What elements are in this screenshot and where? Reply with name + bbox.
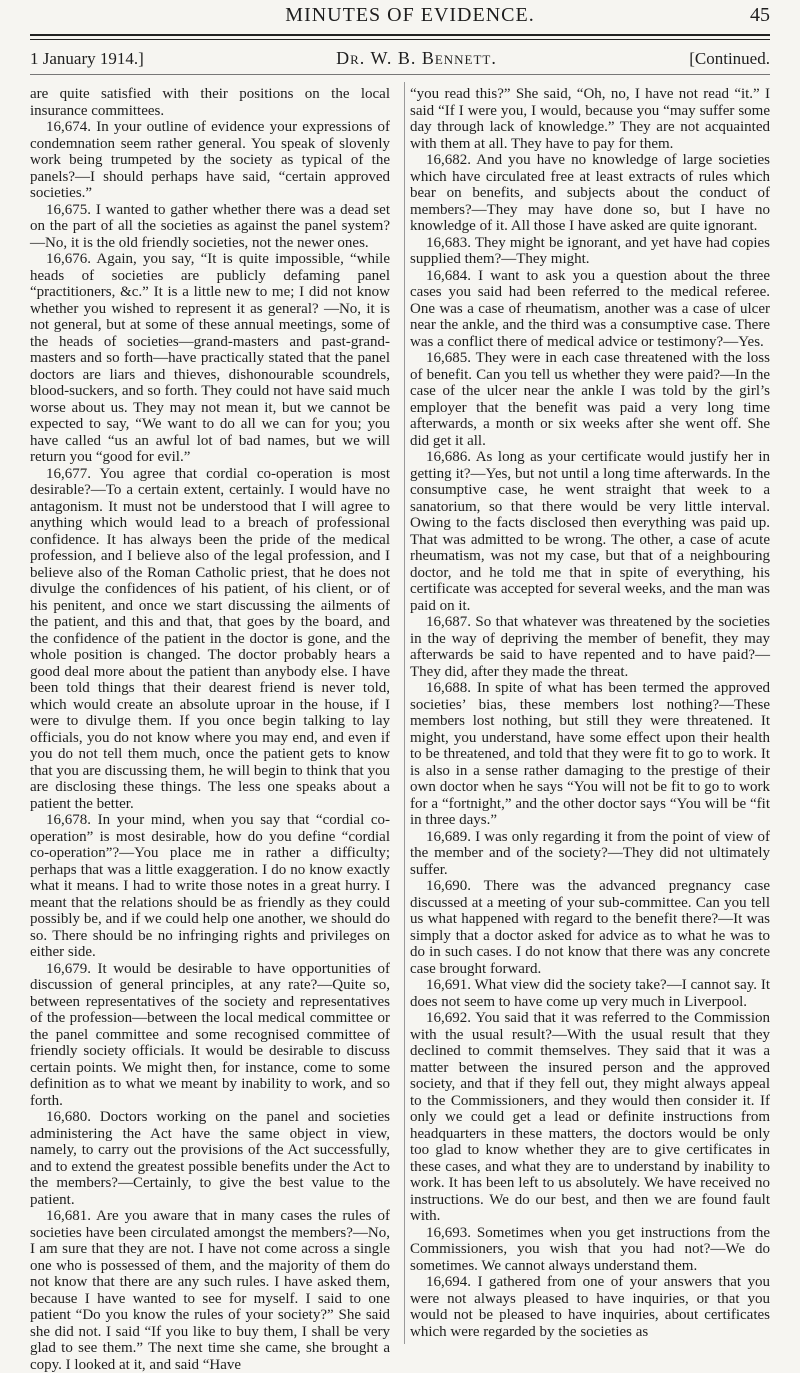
subheader-rule xyxy=(30,74,770,75)
paragraph: 16,674. In your outline of evidence your expressions of condemnation seem rather general. You speak of slovenly work being trumpeted by the society as typical of the panels?—I should perhaps have said, “certain approved societies.” xyxy=(30,119,390,201)
paragraph: 16,692. You said that it was referred to the Commission with the usual result?—With the usual result that they declined to commit themselves. They said that it was a matter between the insured person and the approved society, and that if they fell out, they might always appeal to the Commissioners, and they would then consider it. If only we could get a lead or definite instructions from headquarters in these matters, the doctors would be only too glad to know whether they are to give certificates in these cases, and what they are to understand by inability to work. It has been left to us absolutely. We have received no instructions. We do our best, and then we are found fault with. xyxy=(410,1010,770,1224)
paragraph: 16,688. In spite of what has been termed the approved societies’ bias, these members lost nothing?—These members lost nothing, but still they were threatened. It might, you understand, have some effect upon their health to be threatened, and told that they were fit to go to work. It is also in a sense rather damaging to the prestige of their own doctor when he says “You will not be fit to go to work for a “fortnight,” and the other doctor says “You will be “fit in three days.” xyxy=(410,680,770,828)
continued-label: [Continued. xyxy=(689,49,770,68)
paragraph: 16,689. I was only regarding it from the point of view of the member and of the society?—They did not ultimately suffer. xyxy=(410,828,770,878)
paragraph: 16,686. As long as your certificate would justify her in getting it?—Yes, but not until a long time afterwards. In the consumptive case, he went straight that week to a sanatorium, so that there would be very little interval. Owing to the facts disclosed then everything was paid up. That was admitted to be wrong. The other, a case of acute rheumatism, was not my case, but that of a neighbouring doctor, and he told me that in spite of everything, his certificate was accepted for several weeks, and the man was paid on it. xyxy=(410,449,770,614)
page-subheader xyxy=(30,48,770,72)
column-divider xyxy=(404,82,405,1344)
header-rule-thick xyxy=(30,34,770,36)
paragraph: 16,676. Again, you say, “It is quite impossible, “while heads of societies are publicly defaming panel “practitioners, &c.” It is a little new to me; I did not know whether you wished to represent it as general? —No, it is not general, but at some of these annual meetings, some of the heads of societies—grand-masters and past-grand-masters and so forth—have practically stated that the panel doctors are liars and thieves, dishonourable scoundrels, blood-suckers, and so forth. They could not have said much worse about us. They may not mean it, but we cannot be expected to say, “We want to do all we can for you; you have called “us an awful lot of bad names, but we will return you “good for evil.” xyxy=(30,251,390,465)
paragraph: 16,677. You agree that cordial co-operation is most desirable?—To a certain extent, certainly. I would have no antagonism. It must not be understood that I will agree to anything which would lead to a breach of professional confidence. It has always been the pride of the medical profession, and I believe also of the legal profession, and I believe also of the Roman Catholic priest, that he does not divulge the confidences of his patient, of his client, or of his penitent, and once we start discussing the ailments of the patient, and this and that, that goes by the board, and the confidence of the patient in the doctor is gone, and the whole position is changed. The doctor probably hears a good deal more about the patient than anybody else. I have been told things that their dearest friend is never told, which would create an absolute uproar in the house, if I were to divulge them. If you once begin talking to lay officials, you do not know where you may end, and even if you do not tell them much, once the patient gets to know that you are discussing them, he will begin to think that you are disclosing these things. The less one speaks about a patient the better. xyxy=(30,465,390,812)
paragraph: 16,683. They might be ignorant, and yet have had copies supplied them?—They might. xyxy=(410,234,770,267)
paragraph: 16,675. I wanted to gather whether there was a dead set on the part of all the societies as against the panel system?—No, it is the old friendly societies, not the newer ones. xyxy=(30,201,390,251)
paragraph: 16,687. So that whatever was threatened by the societies in the way of depriving the member of benefit, they may afterwards be said to have repented and to have paid?—They did, after they made the threat. xyxy=(410,614,770,680)
paragraph: 16,679. It would be desirable to have opportunities of discussion of general principles, at any rate?—Quite so, between representatives of the society and representatives of the profession—between the local medical committee or the panel committee and some recognised committee of friendly society officials. It would be desirable to discuss certain points. We might then, for instance, come to some definition as to what we meant by inability to work, and so forth. xyxy=(30,960,390,1109)
page-title: MINUTES OF EVIDENCE. xyxy=(285,4,535,26)
paragraph: 16,690. There was the advanced pregnancy case discussed at a meeting of your sub-committee. Can you tell us what happened with regard to the benefit there?—It was simply that a doctor asked for advice as to what he was to do in such cases. I do not know that there was any concrete case brought forward. xyxy=(410,878,770,977)
paragraph: 16,693. Sometimes when you get instructions from the Commissioners, you wish that you had not?—We do sometimes. We cannot always understand them. xyxy=(410,1224,770,1274)
paragraph: 16,685. They were in each case threatened with the loss of benefit. Can you tell us whether they were paid?—In the case of the ulcer near the ankle I was told by the girl’s employer that the benefit was paid a very long time afterwards, a month or six weeks after she went off. She did get it all. xyxy=(410,350,770,449)
paragraph: “you read this?” She said, “Oh, no, I have not read “it.” I said “If I were you, I would, because you “may suffer some day through lack of knowledge.” They are not acquainted with them at all. They have to pay for them. xyxy=(410,86,770,152)
page-header xyxy=(30,4,770,30)
paragraph: 16,684. I want to ask you a question about the three cases you said had been referred to the medical referee. One was a case of rheumatism, another was a case of ulcer near the ankle, and the third was a consumptive case. There was a conflict there of medical advice or testimony?—Yes. xyxy=(410,267,770,350)
paragraph: 16,694. I gathered from one of your answers that you were not always pleased to have inquiries, or that you would not be pleased to have inquiries, about certificates which were regarded by the societies as xyxy=(410,1274,770,1340)
page-number: 45 xyxy=(750,4,770,26)
paragraph: 16,680. Doctors working on the panel and societies administering the Act have the same object in view, namely, to carry out the provisions of the Act successfully, and to extend the greatest possible benefits under the Act to the members?—Certainly, to give the best value to the patient. xyxy=(30,1109,390,1208)
paragraph: 16,682. And you have no knowledge of large societies which have circulated free at least extracts of rules which bear on benefits, and subjects about the conduct of members?—They may have done so, but I have no knowledge of it. All those I have asked are quite ignorant. xyxy=(410,152,770,234)
paragraph: 16,691. What view did the society take?—I cannot say. It does not seem to have come up very much in Liverpool. xyxy=(410,977,770,1010)
session-date: 1 January 1914.] xyxy=(30,49,144,68)
paragraph: are quite satisfied with their positions on the local insurance committees. xyxy=(30,86,390,119)
right-column xyxy=(410,86,770,1344)
header-rule-thin xyxy=(30,39,770,40)
left-column xyxy=(30,86,390,1373)
paragraph: 16,681. Are you aware that in many cases the rules of societies have been circulated amongst the members?—No, I am sure that they are not. I have not come across a single one who is possessed of them, and the majority of them do not know that there are any such rules. I have asked them, because I have wanted to see for myself. I said to one patient “Do you know the rules of your society?” She said she did not. I said “If you like to buy them, I shall be very glad to see them.” The next time she came, she brought a copy. I looked at it, and said “Have xyxy=(30,1208,390,1373)
witness-name: Dr. W. B. Bennett. xyxy=(336,48,497,68)
paragraph: 16,678. In your mind, when you say that “cordial co-operation” is most desirable, how do you define “cordial co-operation”?—You place me in rather a difficulty; perhaps that was a little exaggeration. I do no know exactly what it means. I had to write those notes in a great hurry. I meant that the relations should be as friendly as they could possibly be, and if we could help one another, we should do so. There should be no infringing rights and privileges on either side. xyxy=(30,812,390,960)
